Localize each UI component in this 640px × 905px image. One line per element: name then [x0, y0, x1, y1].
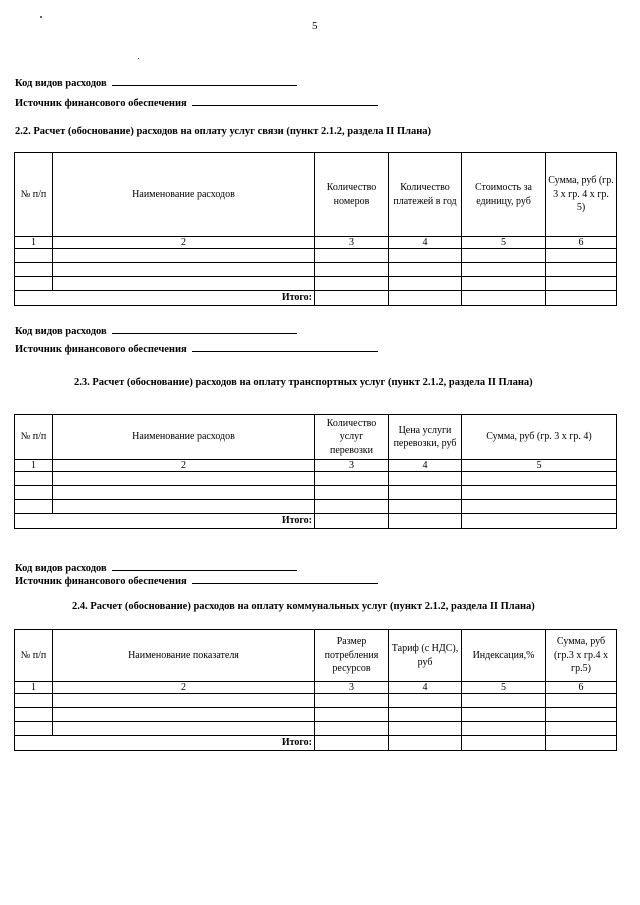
total-row [15, 736, 617, 751]
funding-source-line [15, 574, 378, 587]
transport-services-table [14, 414, 617, 529]
cell[interactable] [462, 263, 546, 277]
scan-speck [40, 16, 42, 18]
column-number: 5 [462, 460, 617, 472]
cell[interactable] [315, 277, 389, 291]
cell[interactable] [15, 263, 53, 277]
expense-code-line [15, 561, 297, 574]
column-header: Сумма, руб (гр. 3 х гр. 4 х гр. 5) [546, 153, 617, 237]
column-number: 5 [462, 682, 546, 694]
expense-code-label: Код видов расходов [15, 78, 107, 89]
cell[interactable] [462, 722, 546, 736]
column-number: 3 [315, 237, 389, 249]
column-number: 5 [462, 237, 546, 249]
cell[interactable] [462, 708, 546, 722]
funding-source-line [15, 342, 378, 355]
column-number: 4 [389, 460, 462, 472]
cell[interactable] [15, 472, 53, 486]
cell[interactable] [389, 277, 462, 291]
funding-source-field[interactable] [192, 96, 378, 106]
cell[interactable] [546, 694, 617, 708]
column-number: 2 [53, 682, 315, 694]
page-number: 5 [312, 20, 318, 32]
cell[interactable] [389, 500, 462, 514]
funding-source-field[interactable] [192, 342, 378, 352]
cell[interactable] [462, 472, 617, 486]
cell[interactable] [15, 277, 53, 291]
section-title: 2.3. Расчет (обоснование) расходов на оплату транспортных услуг (пункт 2.1.2, раздела II Плана) [74, 377, 533, 388]
cell[interactable] [462, 277, 546, 291]
cell[interactable] [546, 722, 617, 736]
column-header: Количество платежей в год [389, 153, 462, 237]
table-row [15, 249, 617, 263]
utility-services-table [14, 629, 617, 751]
cell[interactable] [462, 249, 546, 263]
expense-code-line [15, 324, 297, 337]
column-header: Тариф (с НДС), руб [389, 630, 462, 682]
total-row [15, 514, 617, 529]
expense-code-label: Код видов расходов [15, 563, 107, 574]
column-number: 3 [315, 460, 389, 472]
total-cell[interactable] [462, 291, 546, 306]
cell[interactable] [546, 277, 617, 291]
total-cell[interactable] [315, 736, 389, 751]
total-label: Итого: [15, 736, 315, 751]
table-row [15, 694, 617, 708]
cell[interactable] [53, 277, 315, 291]
cell[interactable] [53, 472, 315, 486]
cell[interactable] [546, 249, 617, 263]
cell[interactable] [462, 500, 617, 514]
column-number: 4 [389, 237, 462, 249]
column-number: 1 [15, 682, 53, 694]
section-title: 2.2. Расчет (обоснование) расходов на оплату услуг связи (пункт 2.1.2, раздела II Плана) [15, 126, 432, 137]
cell[interactable] [315, 472, 389, 486]
funding-source-line [15, 96, 378, 109]
total-cell[interactable] [546, 291, 617, 306]
column-number: 3 [315, 682, 389, 694]
cell[interactable] [53, 708, 315, 722]
cell[interactable] [315, 486, 389, 500]
column-header: Наименование расходов [53, 415, 315, 460]
total-cell[interactable] [389, 514, 462, 529]
expense-code-field[interactable] [112, 561, 297, 571]
cell[interactable] [15, 708, 53, 722]
table-row [15, 472, 617, 486]
cell[interactable] [389, 249, 462, 263]
table-row [15, 486, 617, 500]
column-header: Сумма, руб (гр. 3 х гр. 4) [462, 415, 617, 460]
total-cell[interactable] [462, 736, 546, 751]
funding-source-label: Источник финансового обеспечения [15, 344, 187, 355]
cell[interactable] [389, 708, 462, 722]
cell[interactable] [389, 486, 462, 500]
column-number-row [15, 460, 617, 472]
table-header-row [15, 630, 617, 682]
cell[interactable] [15, 249, 53, 263]
column-header: Наименование расходов [53, 153, 315, 237]
expense-code-field[interactable] [112, 324, 297, 334]
table-row [15, 277, 617, 291]
cell[interactable] [315, 708, 389, 722]
cell[interactable] [15, 486, 53, 500]
table-header-row [15, 415, 617, 460]
cell[interactable] [315, 500, 389, 514]
cell[interactable] [315, 694, 389, 708]
total-cell[interactable] [389, 291, 462, 306]
cell[interactable] [15, 722, 53, 736]
column-number: 1 [15, 460, 53, 472]
column-header: Индексация,% [462, 630, 546, 682]
cell[interactable] [389, 472, 462, 486]
cell[interactable] [389, 694, 462, 708]
cell[interactable] [315, 263, 389, 277]
table-header-row [15, 153, 617, 237]
cell[interactable] [53, 486, 315, 500]
cell[interactable] [315, 722, 389, 736]
funding-source-label: Источник финансового обеспечения [15, 576, 187, 587]
expense-code-field[interactable] [112, 76, 297, 86]
total-label: Итого: [15, 514, 315, 529]
communication-services-table [14, 152, 617, 306]
cell[interactable] [15, 694, 53, 708]
column-header: Цена услуги перевозки, руб [389, 415, 462, 460]
total-cell[interactable] [315, 514, 389, 529]
cell[interactable] [53, 694, 315, 708]
column-number-row [15, 237, 617, 249]
cell[interactable] [546, 263, 617, 277]
column-number: 1 [15, 237, 53, 249]
cell[interactable] [315, 249, 389, 263]
table-row [15, 500, 617, 514]
column-number-row [15, 682, 617, 694]
column-number: 2 [53, 237, 315, 249]
total-label: Итого: [15, 291, 315, 306]
cell[interactable] [53, 500, 315, 514]
cell[interactable] [53, 722, 315, 736]
column-number: 4 [389, 682, 462, 694]
column-number: 2 [53, 460, 315, 472]
scan-speck [138, 58, 139, 59]
cell[interactable] [546, 708, 617, 722]
column-header: Наименование показателя [53, 630, 315, 682]
total-cell[interactable] [546, 736, 617, 751]
column-header: Размер потребления ресурсов [315, 630, 389, 682]
expense-code-line [15, 76, 297, 89]
column-header: Количество номеров [315, 153, 389, 237]
total-cell[interactable] [462, 514, 617, 529]
cell[interactable] [389, 263, 462, 277]
column-header: № п/п [15, 153, 53, 237]
cell[interactable] [389, 722, 462, 736]
expense-code-label: Код видов расходов [15, 326, 107, 337]
cell[interactable] [53, 249, 315, 263]
column-header: № п/п [15, 630, 53, 682]
column-number: 6 [546, 237, 617, 249]
column-header: Количество услуг перевозки [315, 415, 389, 460]
cell[interactable] [462, 694, 546, 708]
column-header: Сумма, руб (гр.3 х гр.4 х гр.5) [546, 630, 617, 682]
column-number: 6 [546, 682, 617, 694]
table-row [15, 263, 617, 277]
total-cell[interactable] [389, 736, 462, 751]
total-cell[interactable] [315, 291, 389, 306]
cell[interactable] [53, 263, 315, 277]
funding-source-label: Источник финансового обеспечения [15, 98, 187, 109]
table-row [15, 708, 617, 722]
cell[interactable] [462, 486, 617, 500]
section-title: 2.4. Расчет (обоснование) расходов на оплату коммунальных услуг (пункт 2.1.2, раздела II Плана) [72, 601, 535, 612]
total-row [15, 291, 617, 306]
table-row [15, 722, 617, 736]
column-header: Стоимость за единицу, руб [462, 153, 546, 237]
column-header: № п/п [15, 415, 53, 460]
funding-source-field[interactable] [192, 574, 378, 584]
cell[interactable] [15, 500, 53, 514]
